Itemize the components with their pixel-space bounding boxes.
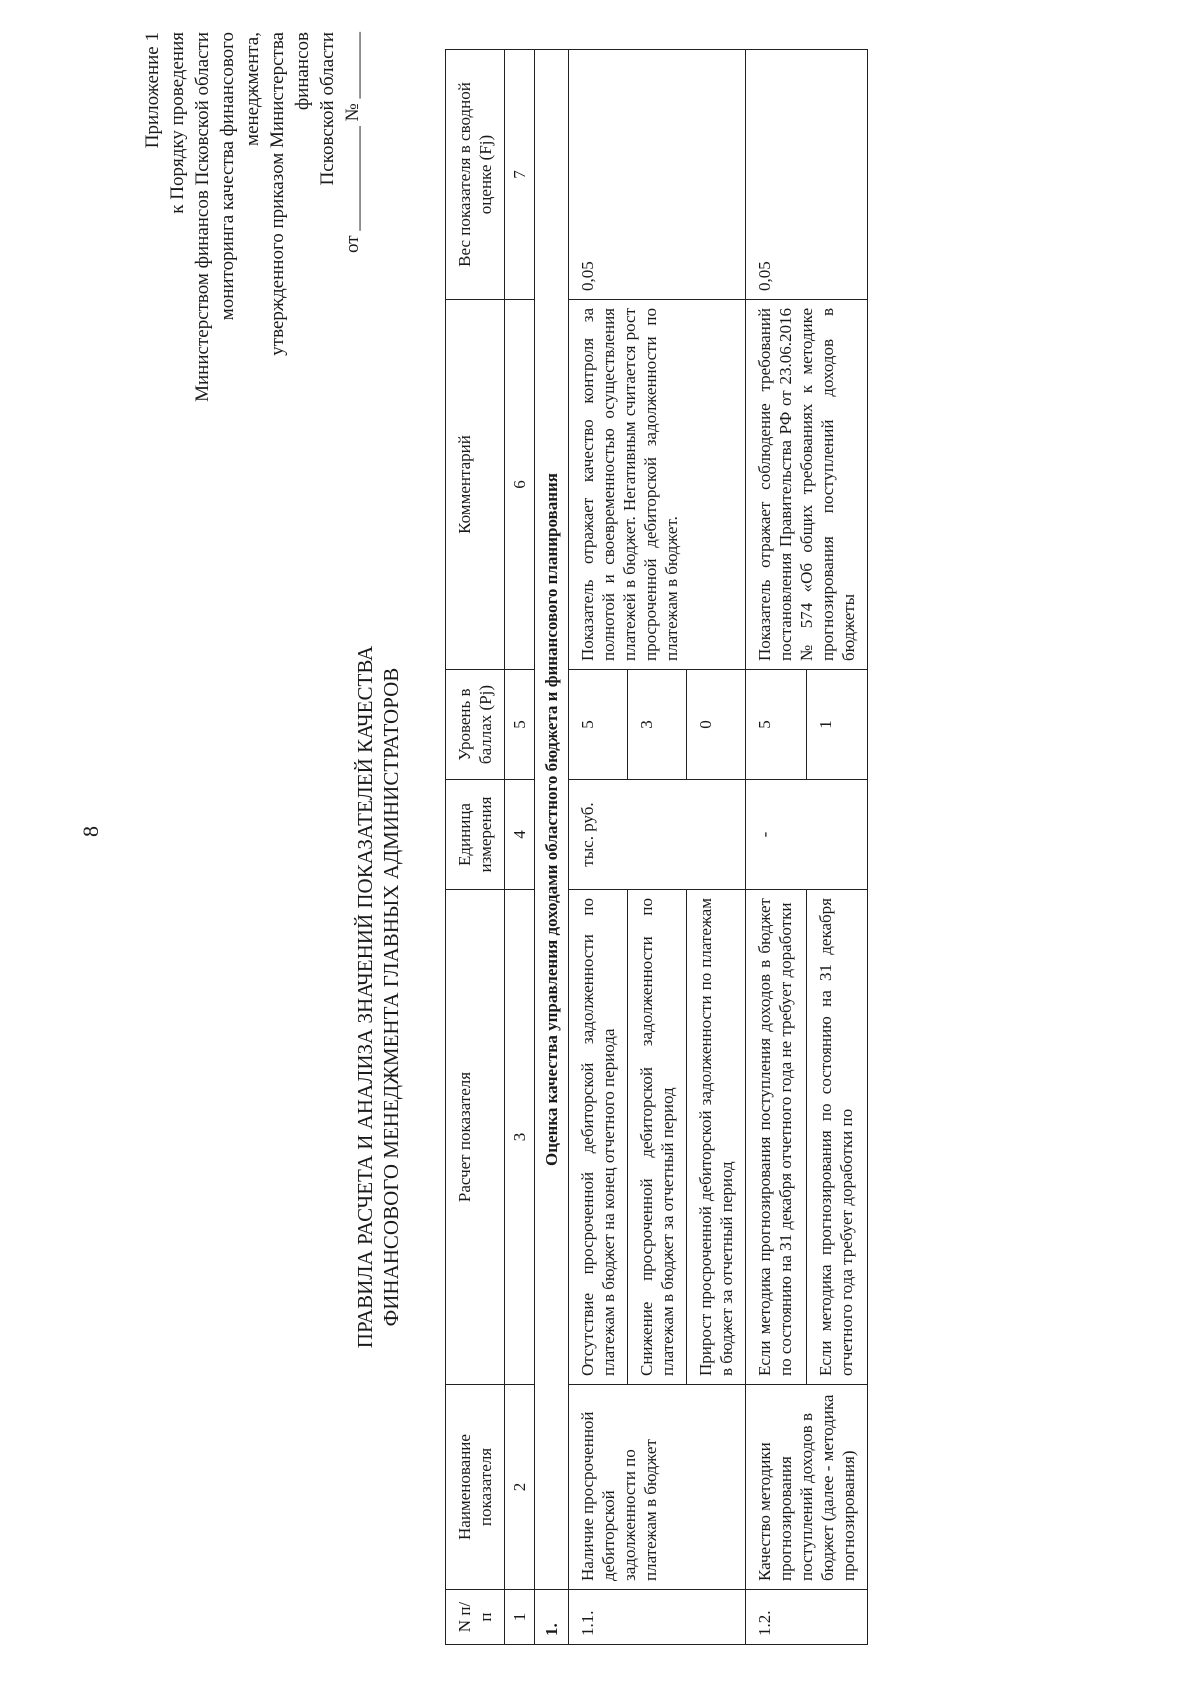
title-line-1: ПРАВИЛА РАСЧЕТА И АНАЛИЗА ЗНАЧЕНИЙ ПОКАЗАТЕЛЕЙ КАЧЕСТВА	[353, 645, 377, 1349]
weight: 0,05	[746, 50, 868, 300]
comment: Показатель отражает соблюдение требований постановления Правительства РФ от 23.06.2016 № 574 «Об общих требованиях к методике прогнозирования поступлений доходов в бюджеты	[746, 300, 868, 670]
title-line-2: ФИНАНСОВОГО МЕНЕДЖМЕНТА ГЛАВНЫХ АДМИНИСТРАТОРОВ	[379, 667, 403, 1327]
score: 3	[628, 670, 687, 780]
indicator-name: Наличие просроченной дебиторской задолженности по платежам в бюджет	[569, 1385, 746, 1590]
section-number: 1.	[535, 1590, 569, 1645]
appendix-line: Псковской области	[317, 32, 338, 186]
header-comment: Комментарий	[446, 300, 505, 670]
calc-condition: Если методика прогнозирования по состоянию на 31 декабря отчетного года требует доработки по	[807, 890, 868, 1385]
weight: 0,05	[569, 50, 746, 300]
unit: тыс. руб.	[569, 780, 746, 890]
header-unit: Единица измерения	[446, 780, 505, 890]
row-number: 1.1.	[569, 1590, 746, 1645]
column-number: 2	[505, 1385, 535, 1590]
score: 1	[807, 670, 868, 780]
indicators-table	[445, 49, 868, 1645]
indicator-name: Качество методики прогнозирования поступлений доходов в бюджет (далее - методика прогнозирования)	[746, 1385, 868, 1590]
appendix-header	[140, 32, 365, 437]
column-number: 3	[505, 890, 535, 1385]
calc-condition: Если методика прогнозирования поступления доходов в бюджет по состоянию на 31 декабря отчетного года не требует доработки	[746, 890, 807, 1385]
comment: Показатель отражает качество контроля за полнотой и своевременностью осуществления платежей в бюджет. Негативным считается рост просроченной дебиторской задолженности по платежам в бюджет.	[569, 300, 746, 670]
score: 0	[687, 670, 746, 780]
column-number: 1	[505, 1590, 535, 1645]
header-weight: Вес показателя в сводной оценке (Fj)	[446, 50, 505, 300]
appendix-line: к Порядку проведения	[167, 32, 188, 214]
score: 5	[569, 670, 628, 780]
section-title: Оценка качества управления доходами областного бюджета и финансового планирования	[535, 50, 569, 1590]
column-number-row	[505, 50, 535, 1645]
header-row	[446, 50, 505, 1645]
calc-condition: Снижение просроченной дебиторской задолженности по платежам в бюджет за отчетный период	[628, 890, 687, 1385]
header-num: N п/п	[446, 1590, 505, 1645]
header-calc: Расчет показателя	[446, 890, 505, 1385]
appendix-line: Приложение 1	[142, 32, 163, 149]
unit: -	[746, 780, 868, 890]
header-name: Наименование показателя	[446, 1385, 505, 1590]
page-number: 8	[78, 826, 103, 837]
column-number: 6	[505, 300, 535, 670]
header-level: Уровень в баллах (Pj)	[446, 670, 505, 780]
appendix-line: Министерством финансов Псковской области	[192, 32, 213, 402]
column-number: 5	[505, 670, 535, 780]
section-row	[535, 50, 569, 1645]
document-title	[352, 497, 404, 1497]
table-row	[569, 50, 628, 1645]
row-number: 1.2.	[746, 1590, 868, 1645]
calc-condition: Отсутствие просроченной дебиторской задолженности по платежам в бюджет на конец отчетного периода	[569, 890, 628, 1385]
appendix-line: утвержденного приказом Министерства финансов	[267, 32, 313, 356]
score: 5	[746, 670, 807, 780]
appendix-line: мониторинга качества финансового менеджмента,	[217, 32, 263, 321]
calc-condition: Прирост просроченной дебиторской задолженности по платежам в бюджет за отчетный период	[687, 890, 746, 1385]
column-number: 7	[505, 50, 535, 300]
table-row	[746, 50, 807, 1645]
appendix-date-number: от ___________ № _______	[342, 32, 363, 253]
column-number: 4	[505, 780, 535, 890]
